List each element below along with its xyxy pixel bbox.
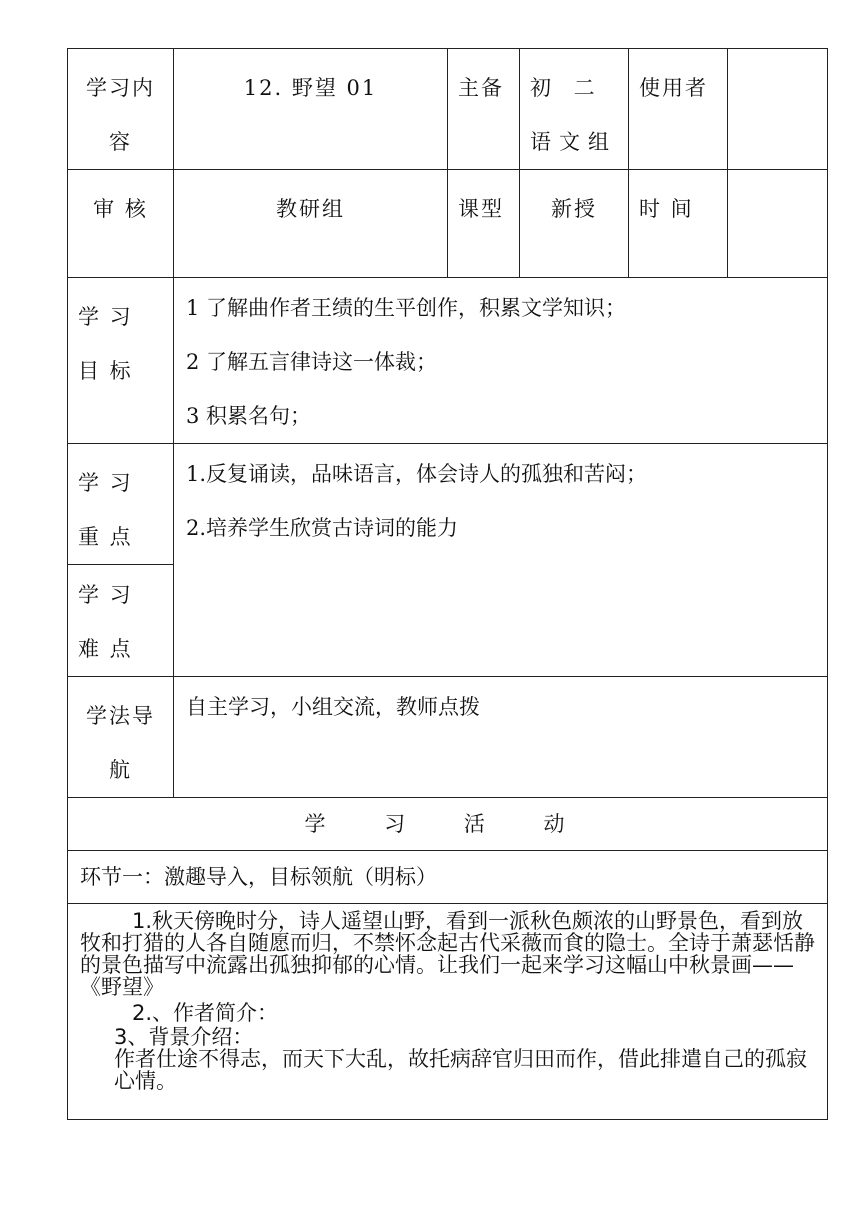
user-label: 使用者 <box>629 49 728 170</box>
author-heading: 2.、作者简介： <box>132 1001 279 1025</box>
difficulty-label: 学 习 难 点 <box>68 565 174 677</box>
time-label: 时 间 <box>629 170 728 278</box>
keypoint-item: 2.培养学生欣赏古诗词的能力 <box>186 516 459 540</box>
goals-content <box>174 278 828 444</box>
content-value: 12. 野望 01 <box>174 49 448 170</box>
lesson-plan-table <box>67 48 828 1120</box>
section1-heading: 环节一：激趣导入，目标领航（明标） <box>68 851 828 904</box>
user-value <box>728 49 828 170</box>
method-text: 自主学习，小组交流，教师点拨 <box>174 677 828 798</box>
row-section1-heading <box>68 851 828 904</box>
review-label: 审 核 <box>68 170 174 278</box>
row-keypoints <box>68 444 828 565</box>
lesson-plan-sheet <box>67 48 827 1120</box>
keypoints-content <box>174 444 828 677</box>
time-value <box>728 170 828 278</box>
prep-value: 初 二语文组 <box>520 49 629 170</box>
keypoint-item: 1.反复诵读，品味语言，体会诗人的孤独和苦闷； <box>186 462 648 486</box>
row-method <box>68 677 828 798</box>
row-content <box>68 49 828 170</box>
review-value: 教研组 <box>174 170 448 278</box>
section1-body <box>68 904 828 1120</box>
keypoints-label: 学 习 重 点 <box>68 444 174 565</box>
goal-item: 1 了解曲作者王绩的生平创作，积累文学知识； <box>186 296 627 320</box>
type-label: 课型 <box>448 170 520 278</box>
prep-label: 主备 <box>448 49 520 170</box>
goals-label: 学 习 目 标 <box>68 278 174 444</box>
content-label: 学习内容 <box>68 49 174 170</box>
goal-item: 3 积累名句； <box>186 404 312 428</box>
background-text: 作者仕途不得志，而天下大乱，故托病辞官归田而作，借此排遣自己的孤寂心情。 <box>114 1047 807 1093</box>
background-heading: 3、背景介绍： <box>114 1025 254 1049</box>
method-label: 学法导航 <box>68 677 174 798</box>
activity-title: 学 习 活 动 <box>68 798 828 851</box>
row-goals <box>68 278 828 444</box>
intro-paragraph: 1.秋天傍晚时分，诗人遥望山野，看到一派秋色颇浓的山野景色，看到放牧和打猎的人各自随愿而归，不禁怀念起古代采薇而食的隐士。全诗于萧瑟恬静的景色描写中流露出孤独抑郁的心情。让我们一起来学习这幅山中秋景画——《野望》 <box>80 909 815 999</box>
row-activity-title <box>68 798 828 851</box>
row-section1-body <box>68 904 828 1120</box>
goal-item: 2 了解五言律诗这一体裁； <box>186 350 438 374</box>
type-value: 新授 <box>520 170 629 278</box>
row-review <box>68 170 828 278</box>
